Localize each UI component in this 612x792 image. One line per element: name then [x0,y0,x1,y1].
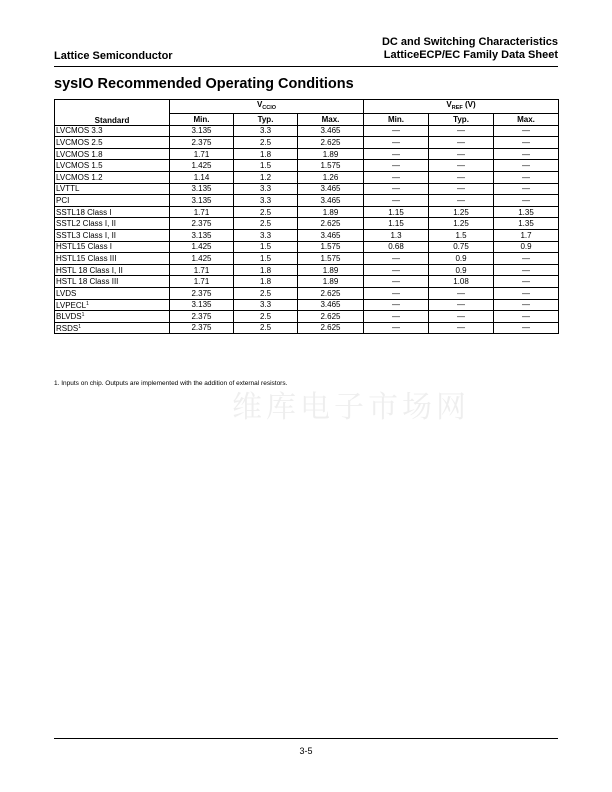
value-cell: 3.3 [234,125,298,137]
value-cell: — [429,137,494,149]
table-row [55,148,559,160]
value-cell: 1.89 [298,276,364,288]
value-cell: 1.71 [170,264,234,276]
value-cell: — [429,322,494,334]
value-cell: 3.135 [170,125,234,137]
value-cell: — [494,137,559,149]
table-row [55,171,559,183]
value-cell: 2.375 [170,322,234,334]
value-cell: 1.5 [234,253,298,265]
value-cell: 0.9 [494,241,559,253]
value-cell: — [364,183,429,195]
subheader-vccio-typ: Typ. [234,114,298,126]
value-cell: — [364,137,429,149]
value-cell: — [494,253,559,265]
value-cell: 1.35 [494,218,559,230]
value-cell: 3.135 [170,299,234,311]
value-cell: 2.5 [234,311,298,323]
table-row [55,183,559,195]
value-cell: 2.375 [170,218,234,230]
watermark: 维库电子市场网 [232,390,470,425]
header-rule [54,66,558,67]
value-cell: 1.25 [429,218,494,230]
standard-cell: LVCMOS 2.5 [55,137,170,149]
value-cell: — [429,299,494,311]
table-row [55,195,559,207]
value-cell: 3.135 [170,195,234,207]
value-cell: — [364,276,429,288]
value-cell: — [364,299,429,311]
value-cell: — [364,125,429,137]
value-cell: 2.625 [298,137,364,149]
value-cell: 3.465 [298,125,364,137]
value-cell: — [429,183,494,195]
standard-cell: HSTL15 Class III [55,253,170,265]
value-cell: 3.465 [298,195,364,207]
value-cell: — [494,299,559,311]
value-cell: 1.3 [364,229,429,241]
value-cell: — [364,322,429,334]
table-row [55,160,559,172]
value-cell: 2.5 [234,137,298,149]
standard-cell: SSTL18 Class I [55,206,170,218]
standard-cell: LVCMOS 1.5 [55,160,170,172]
standard-cell: RSDS$^1$ [55,322,170,334]
value-cell: — [429,125,494,137]
value-cell: 1.15 [364,206,429,218]
value-cell: 1.425 [170,241,234,253]
value-cell: — [429,311,494,323]
value-cell: 2.375 [170,137,234,149]
value-cell: — [429,171,494,183]
standard-cell: HSTL 18 Class III [55,276,170,288]
value-cell: 1.25 [429,206,494,218]
value-cell: 1.425 [170,253,234,265]
subheader-vref-max: Max. [494,114,559,126]
value-cell: — [494,160,559,172]
value-cell: 2.5 [234,322,298,334]
value-cell: 1.71 [170,206,234,218]
value-cell: — [494,311,559,323]
standard-cell: LVCMOS 1.8 [55,148,170,160]
table-row [55,287,559,299]
standard-cell: SSTL2 Class I, II [55,218,170,230]
value-cell: — [429,160,494,172]
value-cell: 3.3 [234,183,298,195]
value-cell: 0.9 [429,253,494,265]
standard-cell: LVPECL$^1$ [55,299,170,311]
table-row [55,137,559,149]
standard-cell: LVDS [55,287,170,299]
standard-cell: PCI [55,195,170,207]
value-cell: 1.8 [234,148,298,160]
value-cell: — [364,311,429,323]
value-cell: 2.5 [234,287,298,299]
value-cell: 1.5 [429,229,494,241]
standard-cell: LVCMOS 1.2 [55,171,170,183]
value-cell: — [364,148,429,160]
table-row [55,311,559,323]
value-cell: 1.15 [364,218,429,230]
table-row [55,218,559,230]
value-cell: — [494,264,559,276]
value-cell: — [494,148,559,160]
value-cell: — [494,276,559,288]
value-cell: 3.135 [170,183,234,195]
standard-cell: SSTL3 Class I, II [55,229,170,241]
section-title: DC and Switching Characteristics [381,36,558,48]
value-cell: — [364,253,429,265]
value-cell: — [494,171,559,183]
value-cell: — [364,171,429,183]
value-cell: 2.625 [298,322,364,334]
table-row [55,241,559,253]
value-cell: 2.625 [298,311,364,323]
table-row [55,206,559,218]
value-cell: — [494,195,559,207]
value-cell: 1.2 [234,171,298,183]
value-cell: — [364,287,429,299]
value-cell: 1.71 [170,276,234,288]
value-cell: — [494,322,559,334]
value-cell: 1.8 [234,264,298,276]
table-row [55,322,559,334]
table-row [55,264,559,276]
value-cell: 1.8 [234,276,298,288]
value-cell: 1.89 [298,148,364,160]
subheader-vref-typ: Typ. [429,114,494,126]
value-cell: — [494,287,559,299]
footnote-ref: 1 [78,323,82,330]
value-cell: 3.135 [170,229,234,241]
table-row [55,276,559,288]
value-cell: 0.75 [429,241,494,253]
value-cell: — [364,264,429,276]
value-cell: 1.89 [298,206,364,218]
value-cell: 2.625 [298,287,364,299]
value-cell: — [429,148,494,160]
value-cell: 1.14 [170,171,234,183]
value-cell: 2.375 [170,287,234,299]
value-cell: 3.3 [234,229,298,241]
value-cell: 1.26 [298,171,364,183]
footer-rule [54,738,558,739]
vref-header: $V_{REF}$ (V) [364,100,559,114]
value-cell: — [494,125,559,137]
value-cell: 1.08 [429,276,494,288]
footnote-ref: 1 [86,300,89,307]
value-cell: — [429,195,494,207]
value-cell: 1.575 [298,160,364,172]
footnote-ref: 1 [81,312,85,319]
standard-cell: HSTL15 Class I [55,241,170,253]
table-row [55,229,559,241]
value-cell: 3.465 [298,299,364,311]
value-cell: — [429,287,494,299]
value-cell: 1.89 [298,264,364,276]
value-cell: 1.425 [170,160,234,172]
value-cell: 2.625 [298,218,364,230]
vccio-header: $V_{CCIO}$ [170,100,364,114]
value-cell: 3.3 [234,299,298,311]
subheader-vccio-max: Max. [298,114,364,126]
value-cell: 1.35 [494,206,559,218]
value-cell: — [364,195,429,207]
page-number: 3-5 [299,746,313,756]
value-cell: 0.9 [429,264,494,276]
table-row [55,299,559,311]
value-cell: 2.5 [234,206,298,218]
value-cell: 1.575 [298,241,364,253]
operating-conditions-table [54,99,559,334]
subheader-vccio-min: Min. [170,114,234,126]
value-cell: 1.5 [234,160,298,172]
value-cell: 2.5 [234,218,298,230]
standard-cell: LVTTL [55,183,170,195]
table-row [55,125,559,137]
value-cell: 1.71 [170,148,234,160]
standard-cell: BLVDS$^1$ [55,311,170,323]
document-title: LatticeECP/EC Family Data Sheet [383,49,558,61]
value-cell: 3.465 [298,229,364,241]
footnote: 1. Inputs on chip. Outputs are implemented with the addition of external resistors. [54,380,288,387]
value-cell: 1.5 [234,241,298,253]
company-name: Lattice Semiconductor [54,50,173,62]
standard-cell: LVCMOS 3.3 [55,125,170,137]
page-title: sysIO Recommended Operating Conditions [54,76,354,92]
value-cell: 2.375 [170,311,234,323]
value-cell: 3.465 [298,183,364,195]
value-cell: 1.7 [494,229,559,241]
table-row [55,253,559,265]
subheader-vref-min: Min. [364,114,429,126]
value-cell: 1.575 [298,253,364,265]
value-cell: 3.3 [234,195,298,207]
value-cell: 0.68 [364,241,429,253]
value-cell: — [494,183,559,195]
standard-header: Standard [55,100,170,126]
standard-cell: HSTL 18 Class I, II [55,264,170,276]
value-cell: — [364,160,429,172]
document-header [382,36,558,62]
group-header-row [55,100,559,114]
